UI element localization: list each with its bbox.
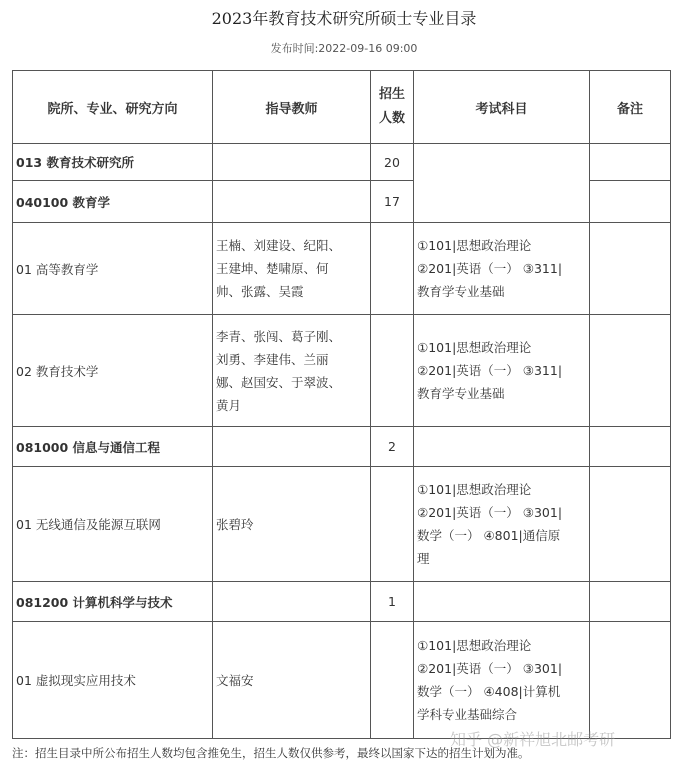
table-header-row	[13, 71, 671, 144]
exam-line: ①101|思想政治理论	[417, 340, 532, 355]
header-advisors: 指导教师	[213, 71, 371, 144]
advisor-line: 李青、张闯、葛子刚、	[216, 328, 342, 344]
notes-cell	[590, 181, 671, 223]
advisors-cell	[213, 467, 371, 582]
exam-line: ①101|思想政治理论	[417, 482, 532, 497]
table-row	[13, 622, 671, 739]
advisor-line: 刘勇、李建伟、兰丽	[216, 351, 329, 367]
page-title: 2023年教育技术研究所硕士专业目录	[211, 9, 477, 28]
table-row	[13, 144, 671, 181]
header-notes: 备注	[590, 71, 671, 144]
exam-line: ②201|英语（一） ③301|	[417, 505, 563, 520]
advisors-cell	[213, 427, 371, 467]
table-row	[13, 223, 671, 315]
program-cell: 01 虚拟现实应用技术	[13, 622, 213, 739]
program-cell: 02 教育技术学	[13, 315, 213, 427]
advisor-line: 张碧玲	[216, 517, 254, 532]
catalog-table	[12, 70, 671, 739]
header-program: 院所、专业、研究方向	[13, 71, 213, 144]
notes-cell	[590, 223, 671, 315]
enroll-cell: 20	[371, 144, 414, 181]
enroll-cell	[371, 467, 414, 582]
exam-line: ②201|英语（一） ③311|	[417, 261, 563, 276]
enroll-cell	[371, 315, 414, 427]
exam-line: 理	[417, 551, 430, 566]
table-row	[13, 582, 671, 622]
notes-cell	[590, 622, 671, 739]
advisors-cell	[213, 315, 371, 427]
header-enroll-line1: 招生	[378, 87, 405, 102]
advisor-line: 文福安	[216, 673, 254, 688]
program-cell: 040100 教育学	[13, 181, 213, 223]
notes-cell	[590, 467, 671, 582]
program-cell: 081000 信息与通信工程	[13, 427, 213, 467]
enroll-cell: 1	[371, 582, 414, 622]
advisor-line: 黄月	[216, 397, 242, 413]
notes-cell	[590, 427, 671, 467]
advisor-line: 娜、赵国安、于翠波、	[216, 374, 342, 390]
exam-line: 数学（一） ④801|通信原	[417, 528, 561, 543]
header-enroll-line2: 人数	[378, 111, 405, 126]
exam-line: ①101|思想政治理论	[417, 238, 532, 253]
advisors-cell	[213, 223, 371, 315]
exam-cell	[414, 467, 590, 582]
exam-line: ②201|英语（一） ③301|	[417, 661, 563, 676]
exam-line: ②201|英语（一） ③311|	[417, 363, 563, 378]
table-row	[13, 427, 671, 467]
exam-cell	[414, 582, 590, 622]
advisors-cell	[213, 622, 371, 739]
exam-line: 教育学专业基础	[417, 386, 505, 401]
advisor-line: 帅、张露、吴霞	[216, 284, 304, 299]
exam-line: 教育学专业基础	[417, 284, 505, 299]
footnote: 注：招生目录中所公布招生人数均包含推免生，招生人数仅供参考，最终以国家下达的招生计划为准。	[12, 746, 530, 760]
advisor-line: 王建坤、楚啸原、何	[216, 261, 329, 276]
header-enroll	[371, 71, 414, 144]
advisor-line: 王楠、刘建设、纪阳、	[216, 238, 342, 253]
enroll-cell: 2	[371, 427, 414, 467]
advisors-cell	[213, 181, 371, 223]
advisors-cell	[213, 144, 371, 181]
exam-line: 数学（一） ④408|计算机	[417, 684, 561, 699]
exam-line: ①101|思想政治理论	[417, 638, 532, 653]
advisors-cell	[213, 582, 371, 622]
enroll-cell	[371, 622, 414, 739]
exam-cell	[414, 315, 590, 427]
exam-line: 学科专业基础综合	[417, 707, 518, 722]
header-exam: 考试科目	[414, 71, 590, 144]
exam-cell	[414, 622, 590, 739]
table-row	[13, 315, 671, 427]
notes-cell	[590, 582, 671, 622]
exam-cell	[414, 223, 590, 315]
program-cell: 013 教育技术研究所	[13, 144, 213, 181]
program-cell: 01 高等教育学	[13, 223, 213, 315]
exam-cell	[414, 144, 590, 223]
enroll-cell: 17	[371, 181, 414, 223]
table-row	[13, 467, 671, 582]
program-cell: 01 无线通信及能源互联网	[13, 467, 213, 582]
publish-time: 发布时间:2022-09-16 09:00	[270, 42, 418, 55]
watermark: 知乎 @新祥旭北邮考研	[450, 730, 616, 749]
exam-cell	[414, 427, 590, 467]
program-cell: 081200 计算机科学与技术	[13, 582, 213, 622]
notes-cell	[590, 315, 671, 427]
notes-cell	[590, 144, 671, 181]
enroll-cell	[371, 223, 414, 315]
